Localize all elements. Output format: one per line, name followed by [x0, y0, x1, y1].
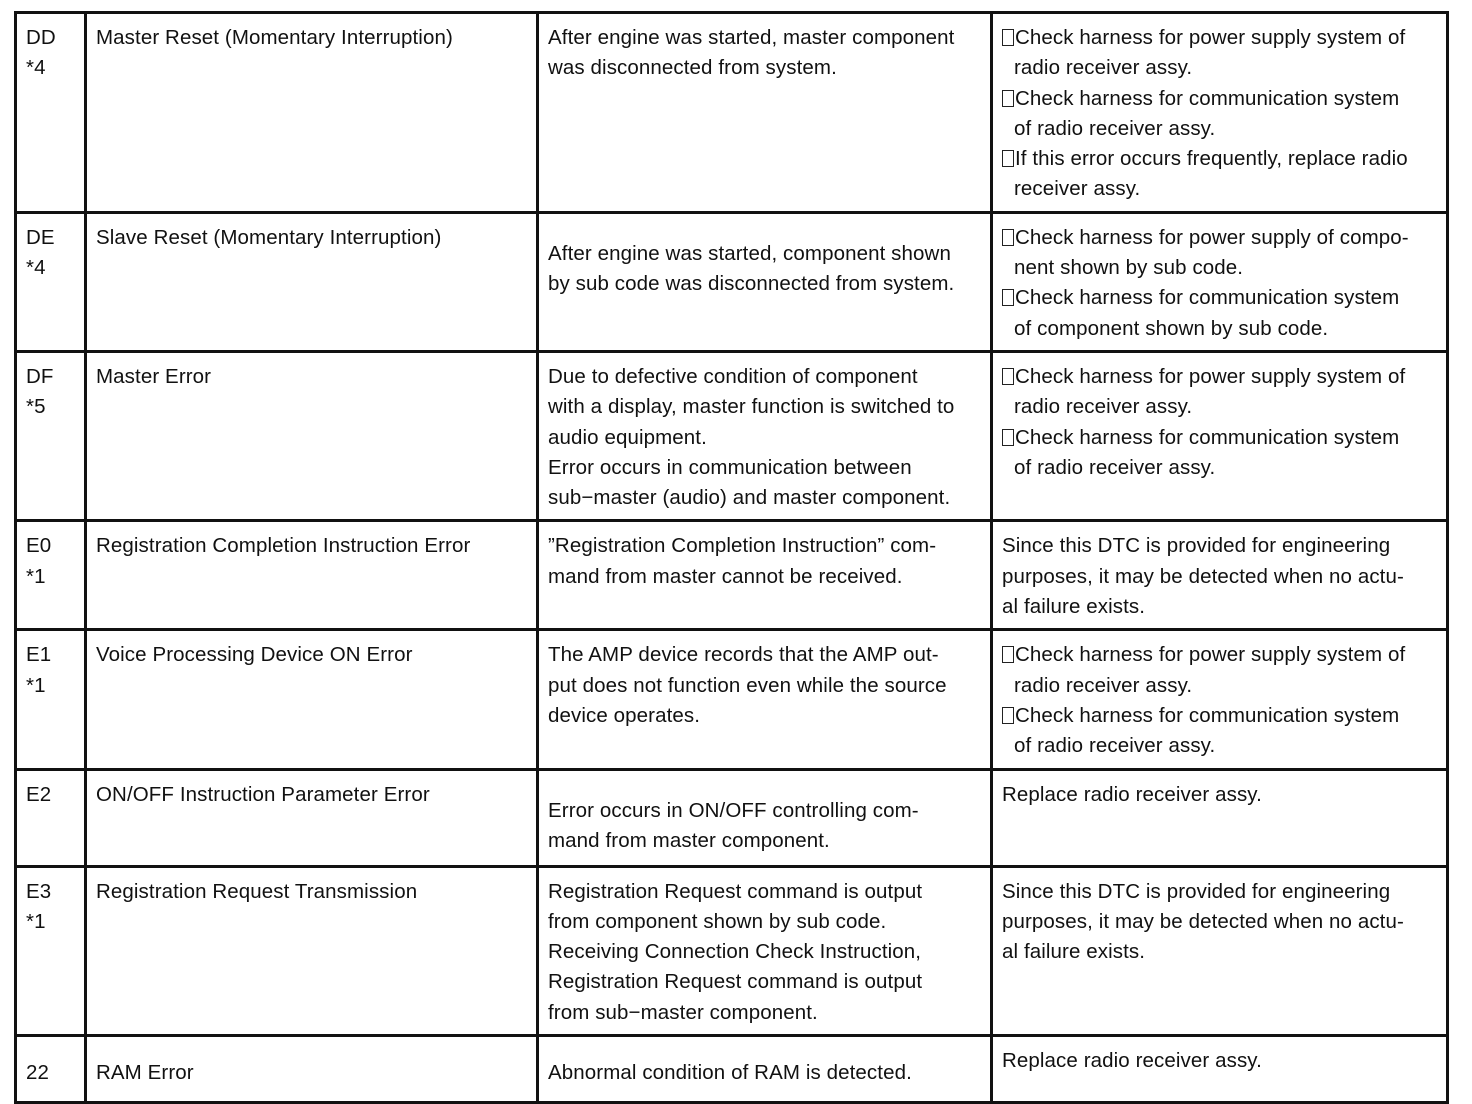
trouble-area-cell — [992, 630, 1448, 769]
check-item-continuation — [1002, 53, 1438, 83]
check-item-line — [1002, 223, 1438, 253]
detection-condition-cell — [538, 13, 992, 213]
checkbox-bullet-icon — [1002, 707, 1014, 724]
check-item-line — [1002, 423, 1438, 453]
detection-condition-cell — [538, 521, 992, 630]
detection-condition-line: Due to defective condition of component — [548, 364, 918, 388]
dtc-code: DE — [26, 225, 55, 249]
check-item — [1002, 283, 1438, 344]
dtc-name: Registration Request Transmission — [96, 879, 418, 903]
check-item-continuation — [1002, 174, 1438, 204]
trouble-area-line: purposes, it may be detected when no actu- — [1002, 564, 1404, 588]
dtc-code: 22 — [26, 1061, 50, 1085]
detection-condition-line: from sub−master component. — [548, 1000, 818, 1024]
check-item-text: Check harness for power supply system of — [1015, 643, 1406, 667]
detection-condition-line: ”Registration Completion Instruction” com- — [548, 534, 937, 558]
detection-condition-line: from component shown by sub code. — [548, 909, 887, 933]
detection-condition-line: mand from master component. — [548, 828, 830, 852]
check-item-text: If this error occurs frequently, replace radio — [1015, 147, 1408, 171]
dtc-name: Master Error — [96, 364, 212, 388]
detection-condition-line: was disconnected from system. — [548, 56, 837, 80]
dtc-code-cell — [16, 13, 86, 213]
check-item — [1002, 640, 1438, 701]
detection-condition-line: After engine was started, master component — [548, 26, 955, 49]
detection-condition-line: mand from master cannot be received. — [548, 564, 903, 588]
dtc-name: ON/OFF Instruction Parameter Error — [96, 782, 430, 806]
detection-condition-line: Registration Request command is output — [548, 879, 923, 903]
dtc-code-cell — [16, 630, 86, 769]
dtc-table-body — [16, 13, 1448, 1103]
dtc-name: Voice Processing Device ON Error — [96, 643, 413, 667]
checkbox-bullet-icon — [1002, 646, 1014, 663]
table-row — [16, 13, 1448, 213]
checkbox-bullet-icon — [1002, 289, 1014, 306]
check-item-text: of radio receiver assy. — [1014, 116, 1216, 140]
trouble-area-cell — [992, 866, 1448, 1035]
detection-condition-line: audio equipment. — [548, 425, 707, 449]
check-item-continuation — [1002, 114, 1438, 144]
check-item-line — [1002, 84, 1438, 114]
detection-condition-line: sub−master (audio) and master component. — [548, 486, 951, 510]
dtc-name-cell — [86, 630, 538, 769]
table-row — [16, 212, 1448, 351]
checkbox-bullet-icon — [1002, 229, 1014, 246]
dtc-code: E2 — [26, 782, 52, 806]
trouble-area-cell — [992, 521, 1448, 630]
detection-condition-line: with a display, master function is switched to — [548, 395, 955, 419]
dtc-note: *1 — [26, 673, 46, 697]
dtc-note: *1 — [26, 564, 46, 588]
dtc-code-cell — [16, 1036, 86, 1103]
trouble-area-line: Since this DTC is provided for engineering — [1002, 534, 1391, 558]
dtc-name: Master Reset (Momentary Interruption) — [96, 26, 453, 49]
dtc-code-cell — [16, 769, 86, 866]
check-item-line — [1002, 23, 1438, 53]
dtc-name-cell — [86, 769, 538, 866]
check-item — [1002, 23, 1438, 84]
check-item-line — [1002, 701, 1438, 731]
detection-condition-line: Abnormal condition of RAM is detected. — [548, 1061, 912, 1085]
check-item-text: Check harness for communication system — [1015, 703, 1400, 727]
detection-condition-line: device operates. — [548, 703, 701, 727]
check-item-text: Check harness for power supply system of — [1015, 364, 1406, 388]
dtc-note: *1 — [26, 909, 46, 933]
trouble-area-cell — [992, 351, 1448, 520]
check-item — [1002, 223, 1438, 284]
check-item-continuation — [1002, 731, 1438, 761]
dtc-code-cell — [16, 351, 86, 520]
check-item-continuation — [1002, 392, 1438, 422]
trouble-area-line: al failure exists. — [1002, 940, 1146, 964]
table-row — [16, 769, 1448, 866]
check-item-continuation — [1002, 253, 1438, 283]
detection-condition-cell — [538, 1036, 992, 1103]
checkbox-bullet-icon — [1002, 368, 1014, 385]
check-item-text: of component shown by sub code. — [1014, 316, 1329, 340]
dtc-name: Registration Completion Instruction Error — [96, 534, 471, 558]
trouble-area-cell — [992, 769, 1448, 866]
trouble-area-cell — [992, 212, 1448, 351]
check-item — [1002, 423, 1438, 484]
dtc-name-cell — [86, 13, 538, 213]
table-row — [16, 1036, 1448, 1103]
trouble-area-line: al failure exists. — [1002, 595, 1146, 619]
trouble-area-line: Replace radio receiver assy. — [1002, 1049, 1262, 1073]
check-item — [1002, 362, 1438, 423]
trouble-area-line: Replace radio receiver assy. — [1002, 782, 1262, 806]
detection-condition-line: Registration Request command is output — [548, 970, 923, 994]
table-row — [16, 630, 1448, 769]
detection-condition-line: Receiving Connection Check Instruction, — [548, 940, 922, 964]
dtc-table — [14, 11, 1449, 1104]
check-item-text: radio receiver assy. — [1014, 56, 1193, 80]
detection-condition-cell — [538, 212, 992, 351]
dtc-name-cell — [86, 212, 538, 351]
detection-condition-line: The AMP device records that the AMP out- — [548, 643, 939, 667]
trouble-area-line: Since this DTC is provided for engineering — [1002, 879, 1391, 903]
detection-condition-cell — [538, 351, 992, 520]
dtc-name: RAM Error — [96, 1061, 194, 1085]
check-item-line — [1002, 144, 1438, 174]
trouble-area-cell — [992, 1036, 1448, 1103]
dtc-code-cell — [16, 212, 86, 351]
check-item-text: radio receiver assy. — [1014, 395, 1193, 419]
check-item-continuation — [1002, 314, 1438, 344]
dtc-name-cell — [86, 351, 538, 520]
check-item — [1002, 84, 1438, 145]
check-item-text: Check harness for power supply of compo- — [1015, 225, 1409, 249]
dtc-code: E1 — [26, 643, 52, 667]
check-item-text: of radio receiver assy. — [1014, 734, 1216, 758]
table-row — [16, 351, 1448, 520]
checkbox-bullet-icon — [1002, 90, 1014, 107]
check-item-text: radio receiver assy. — [1014, 673, 1193, 697]
check-item-text: of radio receiver assy. — [1014, 455, 1216, 479]
detection-condition-line: After engine was started, component shown — [548, 241, 951, 265]
dtc-note: *5 — [26, 395, 46, 419]
check-item-line — [1002, 640, 1438, 670]
dtc-code: DF — [26, 364, 54, 388]
check-item-line — [1002, 362, 1438, 392]
dtc-name: Slave Reset (Momentary Interruption) — [96, 225, 442, 249]
trouble-area-cell — [992, 13, 1448, 213]
check-item-text: receiver assy. — [1014, 177, 1141, 201]
check-item-text: Check harness for communication system — [1015, 425, 1400, 449]
trouble-area-line: purposes, it may be detected when no actu- — [1002, 909, 1404, 933]
check-item-line — [1002, 283, 1438, 313]
detection-condition-cell — [538, 630, 992, 769]
detection-condition-line: put does not function even while the source — [548, 673, 947, 697]
check-item-text: Check harness for power supply system of — [1015, 26, 1406, 49]
detection-condition-line: Error occurs in ON/OFF controlling com- — [548, 798, 919, 822]
detection-condition-cell — [538, 866, 992, 1035]
detection-condition-line: Error occurs in communication between — [548, 455, 912, 479]
table-row — [16, 866, 1448, 1035]
dtc-code: DD — [26, 26, 56, 49]
dtc-code-cell — [16, 866, 86, 1035]
detection-condition-line: by sub code was disconnected from system. — [548, 272, 955, 296]
dtc-code: E0 — [26, 534, 52, 558]
check-item-text: Check harness for communication system — [1015, 86, 1400, 110]
table-row — [16, 521, 1448, 630]
check-item-text: nent shown by sub code. — [1014, 256, 1244, 280]
checkbox-bullet-icon — [1002, 29, 1014, 46]
dtc-note: *4 — [26, 256, 46, 280]
dtc-name-cell — [86, 521, 538, 630]
checkbox-bullet-icon — [1002, 429, 1014, 446]
check-item-continuation — [1002, 453, 1438, 483]
check-item — [1002, 701, 1438, 762]
check-item-continuation — [1002, 671, 1438, 701]
dtc-name-cell — [86, 866, 538, 1035]
detection-condition-cell — [538, 769, 992, 866]
dtc-code: E3 — [26, 879, 52, 903]
checkbox-bullet-icon — [1002, 150, 1014, 167]
dtc-code-cell — [16, 521, 86, 630]
check-item — [1002, 144, 1438, 205]
check-item-text: Check harness for communication system — [1015, 286, 1400, 310]
dtc-name-cell — [86, 1036, 538, 1103]
dtc-note: *4 — [26, 56, 46, 80]
